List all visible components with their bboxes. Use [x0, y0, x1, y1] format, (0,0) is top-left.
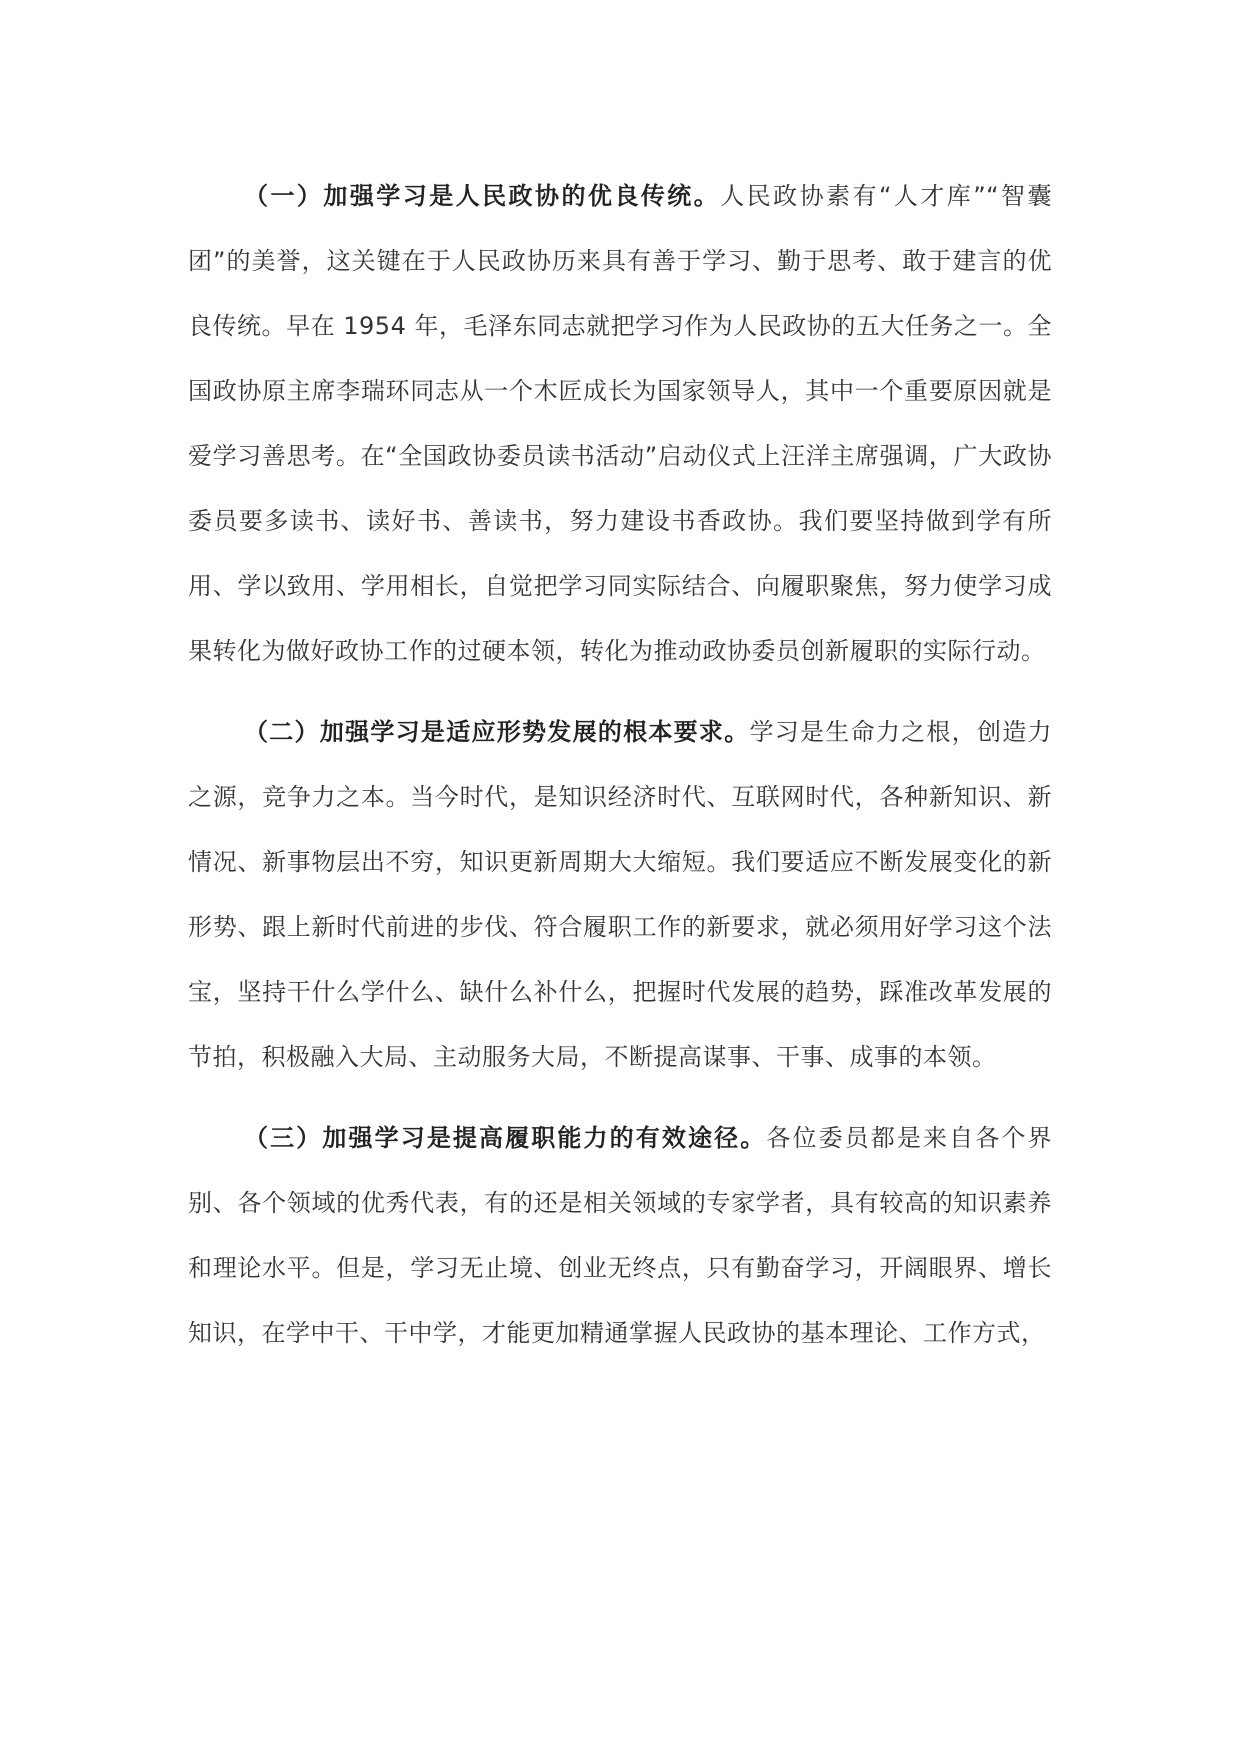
paragraph-3-body: 各位委员都是来自各个界别、各个领域的优秀代表，有的还是相关领域的专家学者，具有较高的知识素养和理论水平。但是，学习无止境、创业无终点，只有勤奋学习，开阔眼界、增长知识，在学中干、干中学，才能更加精通掌握人民政协的基本理论、工作方式，	[188, 1124, 1053, 1347]
document-body	[188, 164, 1052, 1382]
paragraph-1-body: 人民政协素有“人才库”“智囊团”的美誉，这关键在于人民政协历来具有善于学习、勤于思考、敢于建言的优良传统。早在 1954 年，毛泽东同志就把学习作为人民政协的五大任务之一。全国政协原主席李瑞环同志从一个木匠成长为国家领导人，其中一个重要原因就是爱学习善思考。在“全国政协委员读书活动”启动仪式上汪洋主席强调，广大政协委员要多读书、读好书、善读书，努力建设书香政协。我们要坚持做到学有所用、学以致用、学用相长，自觉把学习同实际结合、向履职聚焦，努力使学习成果转化为做好政协工作的过硬本领，转化为推动政协委员创新履职的实际行动。	[188, 182, 1052, 665]
paragraph-2	[188, 700, 1052, 1090]
paragraph-1-heading: （一）加强学习是人民政协的优良传统。	[244, 182, 721, 210]
paragraph-2-body: 学习是生命力之根，创造力之源，竞争力之本。当今时代，是知识经济时代、互联网时代，各种新知识、新情况、新事物层出不穷，知识更新周期大大缩短。我们要适应不断发展变化的新形势、跟上新时代前进的步伐、符合履职工作的新要求，就必须用好学习这个法宝，坚持干什么学什么、缺什么补什么，把握时代发展的趋势，踩准改革发展的节拍，积极融入大局、主动服务大局，不断提高谋事、干事、成事的本领。	[188, 718, 1052, 1071]
paragraph-1	[188, 164, 1052, 684]
paragraph-2-heading: （二）加强学习是适应形势发展的根本要求。	[244, 718, 750, 746]
paragraph-3-heading: （三）加强学习是提高履职能力的有效途径。	[244, 1124, 767, 1152]
paragraph-3	[188, 1106, 1052, 1366]
